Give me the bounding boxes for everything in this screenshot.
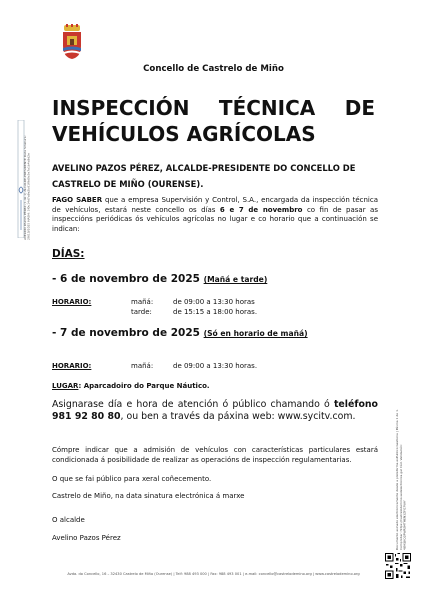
intro-text: co fin de pasar as inspeccións periódicas ós vehículos agrícolas no lugar e co horario que a continuación se indican: xyxy=(52,205,378,233)
intro-paragraph xyxy=(52,196,378,234)
signature-role: O alcalde xyxy=(52,516,85,524)
council-name: Concello de Castrelo de Miño xyxy=(143,64,284,74)
day2-heading xyxy=(52,327,308,339)
author-line: AVELINO PAZOS PÉREZ, ALCALDE-PRESIDENTE DO CONCELLO DE xyxy=(52,163,356,173)
intro-days: 6 e 7 de novembro xyxy=(219,205,303,214)
title-line-2: VEHÍCULOS AGRÍCOLAS xyxy=(52,122,316,146)
location-text: : Aparcadoiro do Parque Náutico. xyxy=(78,382,210,390)
day1-time: de 09:00 a 13:30 horas xyxy=(173,298,255,306)
validation-margin-text: Documento asinado electronicamente desde a plataforma esPublico Gestiona | Páxina 1 de 1. Comprobar: https://castrelodemino.sedelectronica.gal Cód. Validación: 4J9XLKQ2PWR5MTHEN3ZFG7VAY xyxy=(395,409,407,550)
title-word: INSPECCIÓN xyxy=(52,96,190,120)
day1-period: mañá: xyxy=(131,298,154,306)
notice-paragraph: Cómpre indicar que a admisión de vehículos con características particulares estará condicionada á posibilidade de realizar as operacións de inspección regulamentarias. xyxy=(52,446,378,464)
location-label: LUGAR xyxy=(52,382,79,390)
signature-place: Castrelo de Miño, na data sinatura electrónica á marxe xyxy=(52,492,245,500)
day1-horario-label: HORARIO: xyxy=(52,298,92,306)
day2-note: (Só en horario de mañá) xyxy=(203,329,308,338)
day1-time: de 15:15 a 18:00 horas. xyxy=(173,308,258,316)
day1-date: - 6 de novembro de 2025 xyxy=(52,273,200,285)
coat-of-arms-icon xyxy=(60,24,84,60)
day2-horario-label: HORARIO: xyxy=(52,362,92,370)
phone-number: teléfono 981 92 80 80 xyxy=(52,399,378,423)
day1-period: tarde: xyxy=(131,308,152,316)
location-line xyxy=(52,382,210,390)
title-line-1 xyxy=(52,95,375,121)
day1-heading xyxy=(52,273,267,285)
page-footer: Avda. do Concello, 16 – 32430 Castrelo de Miño (Ourense) | Telf: 988 493 000 | Fax: 988 493 001 | e-mail: concello@castrelodemino.org | www.castrelodemino.org xyxy=(67,572,360,576)
author-block xyxy=(52,160,382,192)
days-heading: DÍAS: xyxy=(52,248,85,260)
title-word: DE xyxy=(344,96,375,120)
intro-text: que a empresa Supervisión y Control, S.A., encargada da inspección técnica de vehículos, estará neste concello os días xyxy=(52,196,378,214)
day2-period: mañá: xyxy=(131,362,154,370)
title-word: TÉCNICA xyxy=(218,96,316,120)
day2-date: - 7 de novembro de 2025 xyxy=(52,327,200,339)
day2-time: de 09:00 a 13:30 horas. xyxy=(173,362,258,370)
intro-lead: FAGO SABER xyxy=(52,196,103,204)
appointment-paragraph: Asignarase día e hora de atención ó público chamando ó teléfono 981 92 80 80, ou ben a través da páxina web: www.sycitv.com. xyxy=(52,399,378,423)
public-info: O que se fai público para xeral coñecemento. xyxy=(52,475,212,483)
signature-name: Avelino Pazos Pérez xyxy=(52,534,121,542)
day1-note: (Mañá e tarde) xyxy=(203,275,268,284)
author-line: CASTRELO DE MIÑO (OURENSE). xyxy=(52,179,204,189)
signature-stamp-text: AVELINO PAZOS PÉREZ (1 de 1) ALCALDE-PRESIDENTE Data Sinatura: 29/10/2025 HASH: 3f0c14d7a8e2b61f9d0c5e7a1b4c8d2e xyxy=(23,135,31,240)
